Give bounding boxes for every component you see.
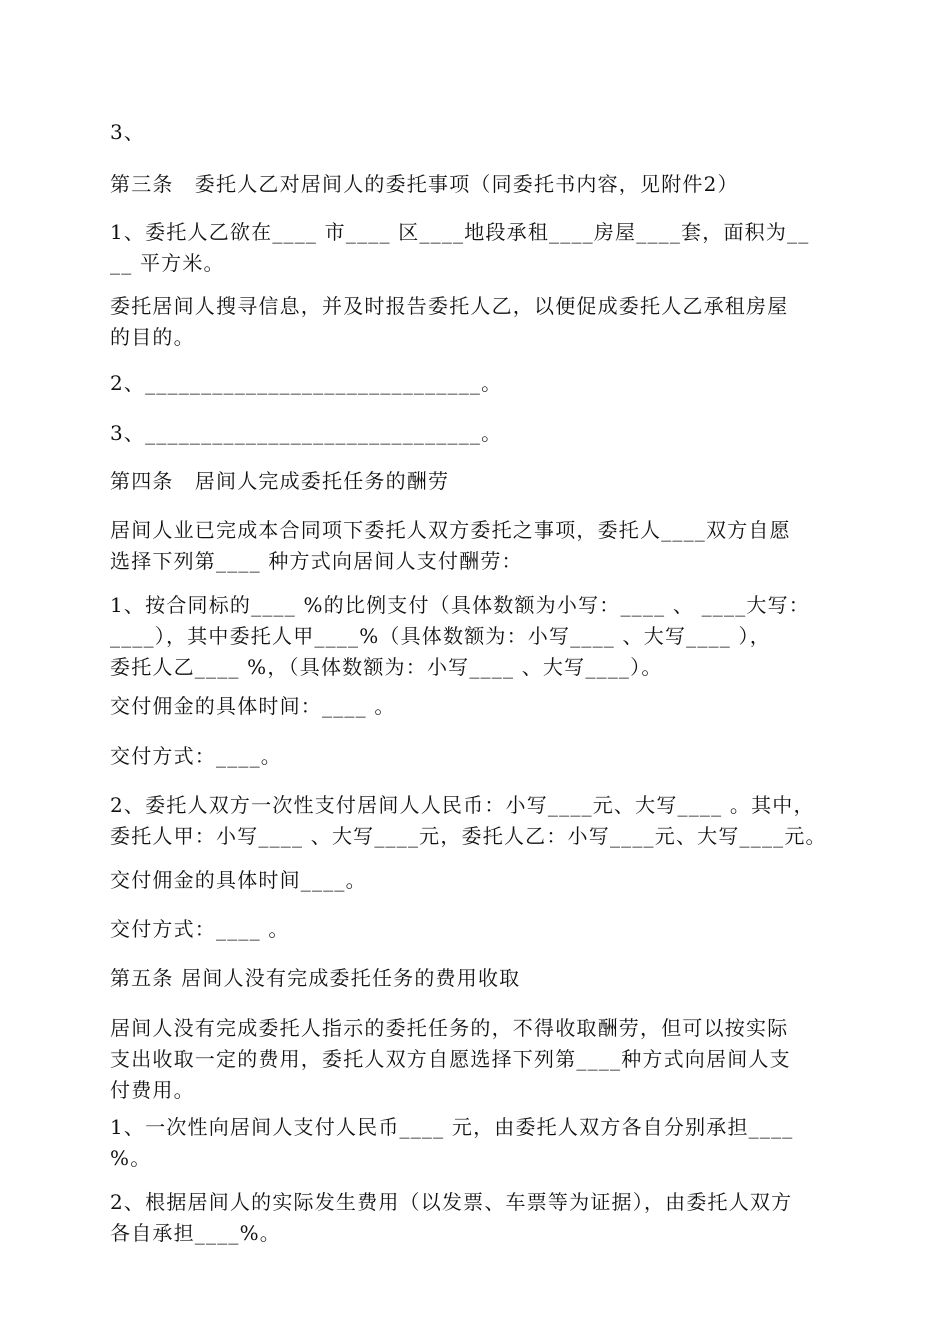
paragraph-item-3: 3、 [110, 120, 146, 144]
article-4-option-1-time: 交付佣金的具体时间：____ 。 [110, 694, 396, 718]
article-3-item-1: 1、委托人乙欲在____ 市____ 区____地段承租____房屋____套，面积为__ __ 平方米。 [110, 220, 810, 275]
article-4-option-2-method: 交付方式：____ 。 [110, 917, 290, 941]
article-5-heading: 第五条 居间人没有完成委托任务的费用收取 [110, 966, 521, 990]
article-5-intro: 居间人没有完成委托人指示的委托任务的，不得收取酬劳，但可以按实际 支出收取一定的费用，委托人双方自愿选择下列第____种方式向居间人支 付费用。 [110, 1016, 791, 1102]
article-4-option-1-method: 交付方式：____。 [110, 744, 282, 768]
article-3-item-3: 3、______________________________。 [110, 421, 503, 445]
article-5-option-1: 1、一次性向居间人支付人民币____ 元，由委托人双方各自分别承担____ %。 [110, 1115, 794, 1170]
article-4-option-2: 2、委托人双方一次性支付居间人人民币：小写____元、大写____ 。其中， 委托人甲：小写____ 、大写____元，委托人乙：小写____元、大写____元。 [110, 793, 827, 848]
article-4-option-2-time: 交付佣金的具体时间____。 [110, 868, 367, 892]
article-4-option-1: 1、按合同标的____ %的比例支付（具体数额为小写：____ 、 ____大写： ____），其中委托人甲____%（具体数额为：小写____ 、大写____ ）， 委托人乙____ %，（具体数额为：小写____ 、大写____）。 [110, 593, 811, 679]
article-3-item-2: 2、______________________________。 [110, 371, 503, 395]
article-4-heading: 第四条 居间人完成委托任务的酬劳 [110, 469, 450, 493]
article-3-search-clause: 委托居间人搜寻信息，并及时报告委托人乙，以便促成委托人乙承租房屋 的目的。 [110, 294, 789, 349]
article-5-option-2: 2、根据居间人的实际发生费用（以发票、车票等为证据），由委托人双方 各自承担____%。 [110, 1190, 793, 1245]
article-3-heading: 第三条 委托人乙对居间人的委托事项（同委托书内容，见附件2） [110, 172, 739, 196]
article-4-intro: 居间人业已完成本合同项下委托人双方委托之事项，委托人____双方自愿 选择下列第____ 种方式向居间人支付酬劳： [110, 518, 791, 573]
